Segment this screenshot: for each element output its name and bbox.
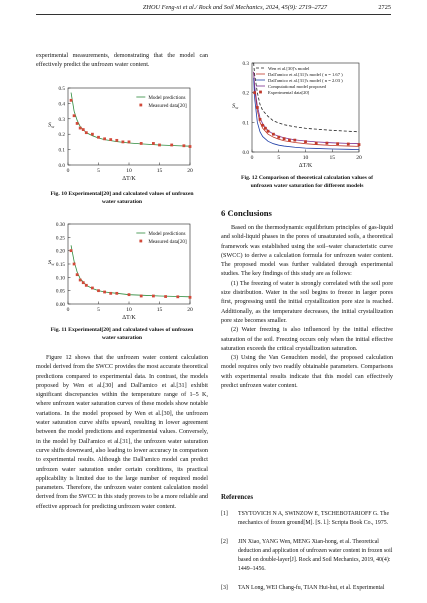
y-tick-label: 0.30: [55, 222, 65, 228]
y-tick-label: 0.00: [55, 302, 65, 308]
data-point: [79, 127, 82, 130]
header-rule: [36, 14, 391, 15]
x-tick-label: 10: [126, 168, 132, 174]
x-tick-label: 0: [250, 155, 254, 161]
data-point: [283, 137, 286, 140]
running-header: [0, 4, 427, 18]
data-point: [272, 133, 275, 136]
page-number: 2725: [378, 4, 391, 11]
conclusion-1: (1) The freezing of water is strongly correlated with the soil pore size distribution. Water in the soil begins to freeze in larger pores first, progressing until the initial crystallization pore size is reached. Additionally, as the temperature decreases, the initial crystallization pore size becomes smaller.: [221, 280, 393, 324]
data-point: [97, 136, 100, 139]
y-tick-label: 0.20: [55, 248, 65, 255]
legend-label-model: Model predictions: [148, 231, 186, 237]
left-body: [36, 354, 208, 512]
data-point: [70, 249, 73, 252]
data-point: [103, 137, 106, 140]
figure-12-caption-line1: Fig. 12 Comparison of theoretical calculation values of: [241, 175, 373, 181]
legend-label: Computational model proposed: [268, 83, 326, 89]
x-tick-label: 20: [356, 155, 362, 161]
data-point: [347, 143, 350, 146]
data-point: [315, 142, 318, 145]
data-point: [277, 136, 280, 139]
data-point: [183, 144, 186, 147]
conclusion-3: (3) Using the Van Genuchten model, the proposed calculation model requires only two readily obtainable parameters. Comparisons with experimental results indicate that this model can effectively predict unfrozen water content.: [221, 355, 393, 390]
y-tick-label: 0.0: [58, 163, 65, 169]
data-point: [170, 144, 173, 147]
x-tick-label: 5: [97, 307, 100, 313]
data-point: [259, 118, 262, 121]
legend-marker-swatch: [139, 104, 142, 107]
x-axis-label: ΔT/K: [122, 315, 136, 321]
legend-label-measured: Measured data[20]: [148, 103, 187, 109]
figure-12-discussion: Figure 12 shows that the unfrozen water content calculation model derived from the SWCC provides the most accurate theoretical predictions compared to experimental data. In contrast, the models proposed by Wen et al.[30] and Dall'amico et al.[31] exhibit significant discrepancies within the temperature range of 1–5 K, where unfrozen water saturation curves of these models show notable variations. In the model proposed by Wen et al.[30], the unfrozen water saturation curve shifts upward, resulting in lower agreement between the model predictions and experimental values. Conversely, in the model by Dall'amico et al.[31], the unfrozen water saturation curve shifts downward, also leading to lower accuracy in comparison to experimental results. Although the Dall'amico model can predict unfrozen water saturation under certain conditions, its practical applicability is limited due to the large number of required model parameters. Therefore, the unfrozen water content calculation model derived from the SWCC in this study proves to be a more reliable and effective approach for predicting unfrozen water content.: [36, 355, 208, 510]
data-point: [326, 142, 329, 145]
y-tick-label: 0.4: [58, 101, 65, 108]
figure-11-caption-line1: Fig. 11 Experimental[20] and calculated values of unfrozen: [50, 327, 194, 333]
data-point: [304, 140, 307, 143]
y-tick-label: 0.0: [242, 150, 249, 156]
x-tick-label: 10: [302, 155, 309, 161]
data-point: [115, 292, 118, 295]
x-tick-label: 15: [329, 155, 336, 161]
figure-10-caption-line2: water saturation: [101, 198, 143, 205]
data-point: [82, 281, 85, 284]
data-point: [253, 91, 256, 94]
conclusions-intro: Based on the thermodynamic equilibrium principles of gas-liquid and solid-liquid phases in the pores of unsaturated soils, a theoretical framework was established using the soil–water characteristic curve (SWCC) to derive a calculation formula for unfrozen water content. The proposed model was further validated through experimental studies. The key findings of this study are as follows:: [221, 225, 393, 278]
conclusions-heading: 6 Conclusions: [221, 208, 272, 218]
figure-10-caption: [36, 191, 208, 206]
x-tick-label: 20: [187, 168, 193, 174]
data-point: [152, 295, 155, 298]
data-point: [158, 144, 161, 147]
data-point: [79, 279, 82, 282]
data-point: [164, 295, 167, 298]
x-tick-label: 5: [277, 155, 281, 161]
x-tick-label: 10: [126, 307, 132, 313]
data-point: [267, 130, 270, 133]
figure-11-caption: [36, 327, 208, 342]
data-point: [109, 292, 112, 295]
data-point: [358, 143, 361, 146]
x-axis-label: ΔT/K: [122, 176, 136, 182]
series-line: [71, 245, 190, 296]
legend-marker-swatch: [139, 240, 142, 243]
reference-text: TSYTOVICH N A, SWINZOW E, TSCHEBOTARIOFF G. The mechanics of frozen ground[M]. [S. l.]: Scripta Book Co., 1975.: [238, 511, 390, 526]
conclusion-2: (2) Water freezing is also influenced by the initial effective saturation of the soil. Freezing occurs only when the initial effective saturation exceeds the critical crystallization saturation.: [221, 327, 393, 352]
x-tick-label: 5: [97, 168, 100, 174]
y-tick-label: 0.10: [55, 275, 65, 282]
data-point: [122, 141, 125, 144]
data-point: [293, 139, 296, 142]
data-point: [85, 284, 88, 287]
data-point: [70, 99, 73, 102]
y-tick-label: 0.05: [55, 288, 65, 295]
data-point: [76, 273, 79, 276]
legend-label: Experimental data[20]: [268, 89, 310, 95]
data-point: [140, 295, 143, 298]
y-tick-label: 0.1: [242, 120, 249, 127]
reference-text: TAN Long, WEI Chang-fu, TIAN Hui-hui, et al. Experimental: [238, 585, 385, 591]
figure-11-chart: [40, 218, 205, 324]
reference-text: JIN Xiao, YANG Wen, MENG Xian-hong, et al. Theoretical deduction and application of unfrozen water content in frozen soil based on double-layer[J]. Rock and Soil Mechanics, 2019, 40(4): 1449–1456.: [238, 539, 393, 572]
left-intro: [36, 52, 208, 71]
figure-12-caption-line2: unfrozen water saturation for different models: [250, 182, 364, 189]
y-tick-label: 0.1: [58, 147, 65, 154]
y-axis-label: $S_w$: [232, 102, 239, 110]
data-point: [140, 142, 143, 145]
references-heading: References: [221, 494, 254, 501]
data-point: [73, 114, 76, 117]
legend-label: Dall'amico et al.[31]'s model ( n = 1.67 ): [268, 71, 343, 77]
data-point: [73, 263, 76, 266]
data-point: [109, 138, 112, 141]
x-tick-label: 15: [156, 168, 163, 174]
y-tick-label: 0.3: [242, 61, 249, 67]
data-point: [176, 295, 179, 298]
data-point: [85, 131, 88, 134]
legend-label-model: Model predictions: [148, 95, 186, 101]
y-axis-label: $S_w$: [48, 259, 55, 267]
reference-number: [2]: [221, 539, 228, 545]
x-tick-label: 15: [156, 307, 163, 313]
y-tick-label: 0.5: [58, 86, 65, 92]
x-tick-label: 0: [66, 307, 70, 313]
data-point: [91, 133, 94, 136]
y-tick-label: 0.25: [55, 235, 65, 242]
data-point: [128, 293, 131, 296]
legend-marker-swatch: [259, 91, 262, 94]
x-tick-label: 0: [66, 168, 70, 174]
x-tick-label: 20: [187, 307, 193, 313]
reference-number: [3]: [221, 585, 228, 591]
data-point: [91, 287, 94, 290]
data-point: [82, 128, 85, 131]
data-point: [189, 145, 192, 148]
data-point: [189, 296, 192, 299]
legend-label-measured: Measured data[20]: [148, 239, 187, 245]
conclusions-body: [221, 224, 393, 391]
figure-12-chart: [224, 56, 396, 173]
data-point: [128, 141, 131, 144]
y-tick-label: 0.2: [58, 132, 65, 139]
data-point: [264, 127, 267, 130]
data-point: [261, 124, 264, 127]
reference-number: [1]: [221, 511, 228, 517]
intro-paragraph: experimental measurements, demonstrating that the model can effectively predict the unfrozen water content.: [36, 53, 208, 69]
journal-citation: ZHOU Feng-xi et al./ Rock and Soil Mechanics, 2024, 45(9): 2719–2727: [142, 4, 328, 11]
legend-label: Wen et al.[30]'s model: [268, 65, 310, 71]
data-point: [103, 291, 106, 294]
y-axis-label: $S_w$: [48, 121, 55, 129]
figure-12-caption: [218, 175, 396, 190]
data-point: [256, 106, 259, 109]
x-axis-label: ΔT/K: [298, 163, 313, 169]
data-point: [288, 139, 291, 142]
legend-label: Dall'amico et al.[31]'s model ( n = 2.03 ): [268, 77, 343, 83]
data-point: [115, 139, 118, 142]
figure-10-caption-line1: Fig. 10 Experimental[20] and calculated values of unfrozen: [50, 191, 194, 197]
figure-11-caption-line2: water saturation: [101, 334, 143, 341]
data-point: [76, 122, 79, 125]
y-tick-label: 0.3: [58, 116, 65, 123]
data-point: [97, 289, 100, 292]
y-tick-label: 0.15: [55, 262, 65, 268]
data-point: [336, 142, 339, 145]
figure-10-chart: [40, 82, 205, 186]
y-tick-label: 0.2: [242, 90, 249, 97]
data-point: [152, 142, 155, 145]
